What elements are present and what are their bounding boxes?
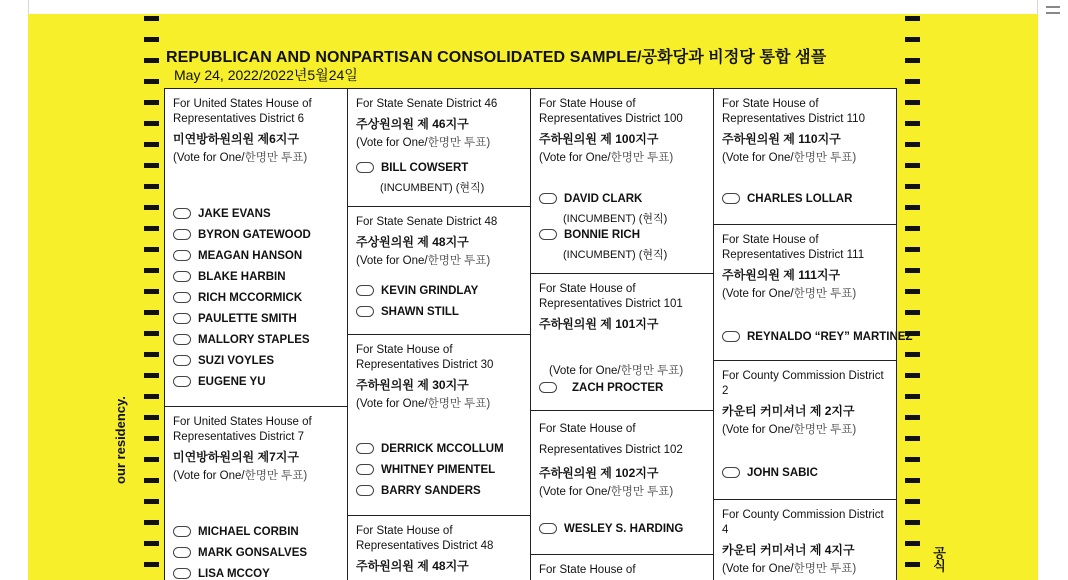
vote-oval[interactable] [173,292,191,303]
timing-mark [144,289,159,294]
vote-oval[interactable] [173,547,191,558]
vote-instruction: (Vote for One/한명만 투표) [722,563,857,575]
contest-header-korean: 주하원의원 제 102지구 [539,466,659,480]
timing-mark [905,205,920,210]
vote-oval[interactable] [356,443,374,454]
contest-header: For United States House of Representatives District 6 [173,98,312,125]
candidate-option[interactable]: ZACH PROCTER [539,382,663,394]
contest-county-commission-2 [714,360,896,499]
candidate-option[interactable]: EUGENE YU [173,376,266,388]
scroll-indicator[interactable] [1046,6,1060,8]
contest-state-house-110 [714,88,896,224]
vote-oval[interactable] [173,229,191,240]
candidate-option[interactable]: DERRICK MCCOLLUM [356,443,504,455]
candidate-option[interactable]: WHITNEY PIMENTEL [356,464,495,476]
contest-header-korean: 주하원의원 제 111지구 [722,268,841,282]
ballot-column-4 [713,88,913,580]
vote-instruction: (Vote for One/한명만 투표) [549,365,684,377]
contest-header: For State House of Representatives District 111 [722,234,865,261]
candidate-option[interactable]: MICHAEL CORBIN [173,526,299,538]
ballot-title: REPUBLICAN AND NONPARTISAN CONSOLIDATED SAMPLE/공화당과 비정당 통합 샘플 [166,49,827,66]
timing-mark [905,226,920,231]
timing-mark [905,457,920,462]
contest-header-korean: 주하원의원 제 48지구 [356,559,469,573]
timing-mark [905,142,920,147]
contest-header: For State House of [539,564,636,576]
timing-mark [144,310,159,315]
candidate-option[interactable]: JOHN SABIC [722,467,818,479]
candidate-option[interactable]: MALLORY STAPLES [173,334,310,346]
timing-mark [144,268,159,273]
ballot-column-1 [164,88,348,580]
candidate-option[interactable]: LISA MCCOY [173,568,270,580]
timing-mark [144,226,159,231]
incumbent-note: (INCUMBENT) (현직) [380,182,485,194]
timing-mark [144,436,159,441]
vote-instruction: (Vote for One/한명만 투표) [356,137,491,149]
timing-mark [144,184,159,189]
candidate-option[interactable]: WESLEY S. HARDING [539,523,683,535]
vote-instruction: (Vote for One/한명만 투표) [722,424,857,436]
contest-state-senate-46 [348,88,530,206]
timing-mark [144,58,159,63]
vote-oval[interactable] [173,334,191,345]
timing-mark [144,499,159,504]
candidate-option[interactable]: BLAKE HARBIN [173,271,286,283]
vote-oval[interactable] [539,193,557,204]
incumbent-note: (INCUMBENT) (현직) [563,213,668,225]
timing-mark [144,247,159,252]
vote-instruction: (Vote for One/한명만 투표) [356,255,491,267]
candidate-option[interactable]: SUZI VOYLES [173,355,274,367]
timing-mark [144,352,159,357]
vote-oval[interactable] [173,271,191,282]
vote-oval[interactable] [173,526,191,537]
timing-mark [144,562,159,567]
vote-oval[interactable] [356,306,374,317]
timing-mark [144,37,159,42]
ballot-column-3 [530,88,714,580]
contest-us-house-7 [165,406,347,580]
contest-state-house-111 [714,224,913,360]
timing-mark [905,394,920,399]
candidate-option[interactable]: CHARLES LOLLAR [722,193,852,205]
contest-header-korean: 주상원의원 제 46지구 [356,117,469,131]
candidate-option[interactable]: BYRON GATEWOOD [173,229,311,241]
contest-header-korean: 주하원의원 제 100지구 [539,132,659,146]
timing-mark [905,247,920,252]
vote-instruction: (Vote for One/한명만 투표) [722,288,857,300]
contest-header-korean: 미연방하원의원 제6지구 [173,132,299,146]
timing-mark [905,310,920,315]
side-official-text: 공식 [931,546,946,572]
vote-instruction: (Vote for One/한명만 투표) [173,470,308,482]
timing-mark [905,58,920,63]
timing-mark [905,373,920,378]
vote-oval[interactable] [173,208,191,219]
vote-oval[interactable] [539,382,557,393]
timing-mark [905,79,920,84]
vote-oval[interactable] [173,355,191,366]
timing-mark [144,205,159,210]
contest-state-house-next [531,554,713,580]
vote-oval[interactable] [722,193,740,204]
vote-oval[interactable] [356,162,374,173]
contest-state-house-102 [531,410,713,554]
timing-mark [905,562,920,567]
timing-mark [905,184,920,189]
contest-header-korean: 주하원의원 제 30지구 [356,378,469,392]
vote-instruction: (Vote for One/한명만 투표) [173,152,308,164]
incumbent-note: (INCUMBENT) (현직) [563,249,668,261]
timing-mark [144,163,159,168]
contest-header: For County Commission District 2 [722,370,884,397]
contest-state-house-100 [531,88,713,273]
vote-oval[interactable] [356,285,374,296]
vote-oval[interactable] [356,464,374,475]
contest-header-korean: 카운티 커미셔너 제 2지구 [722,404,855,418]
vote-oval[interactable] [173,313,191,324]
timing-mark [905,163,920,168]
contest-state-senate-48 [348,206,530,334]
contest-header-korean: 주상원의원 제 48지구 [356,235,469,249]
contest-header: For State House of Representatives District 102 [539,423,683,456]
vote-instruction: (Vote for One/한명만 투표) [539,152,674,164]
timing-mark [905,541,920,546]
vote-oval[interactable] [356,485,374,496]
contest-header: For State House of Representatives District 30 [356,344,494,371]
timing-mark [905,520,920,525]
timing-mark [144,121,159,126]
scroll-indicator-2[interactable] [1046,12,1060,14]
timing-mark [905,16,920,21]
viewer-left-margin [0,0,29,580]
vote-instruction: (Vote for One/한명만 투표) [722,152,857,164]
timing-mark [905,499,920,504]
timing-mark [144,415,159,420]
vote-instruction: (Vote for One/한명만 투표) [539,486,674,498]
vote-oval[interactable] [539,229,557,240]
timing-mark [905,121,920,126]
candidate-option[interactable]: KEVIN GRINDLAY [356,285,478,297]
contest-header: For State House of Representatives District 110 [722,98,865,125]
contest-header: For State House of Representatives District 48 [356,525,494,552]
contest-header: For State House of Representatives District 100 [539,98,683,125]
contest-header-korean: 미연방하원의원 제7지구 [173,450,299,464]
contest-us-house-6 [165,88,347,406]
candidate-option[interactable]: REYNALDO “REY” MARTINEZ [722,331,912,343]
ballot-date: May 24, 2022/2022년5월24일 [174,67,358,83]
contest-header-korean: 주하원의원 제 101지구 [539,317,659,331]
contest-state-house-101 [531,273,713,410]
timing-mark [905,436,920,441]
candidate-option[interactable]: MEAGAN HANSON [173,250,302,262]
contest-header-korean: 주하원의원 제 110지구 [722,132,841,146]
vote-oval[interactable] [173,250,191,261]
candidate-option[interactable]: DAVID CLARK [539,193,642,205]
viewer-right-margin [1037,0,1068,580]
timing-mark [144,520,159,525]
candidate-option[interactable]: RICH MCCORMICK [173,292,302,304]
vote-oval[interactable] [722,467,740,478]
timing-mark [144,331,159,336]
timing-mark [144,373,159,378]
timing-mark [144,478,159,483]
candidate-option[interactable]: MARK GONSALVES [173,547,307,559]
vote-oval[interactable] [173,568,191,579]
timing-mark [144,16,159,21]
timing-mark [144,541,159,546]
contest-header-korean: 카운티 커미셔너 제 4지구 [722,543,855,557]
timing-mark [905,268,920,273]
timing-mark [905,415,920,420]
contest-header: For State House of Representatives District 101 [539,283,683,310]
vote-oval[interactable] [539,523,557,534]
timing-mark [905,100,920,105]
contest-header: For United States House of Representatives District 7 [173,416,312,443]
candidate-option[interactable]: PAULETTE SMITH [173,313,297,325]
contest-county-commission-4 [714,499,896,580]
timing-mark [144,394,159,399]
vote-instruction: (Vote for One/한명만 투표) [356,398,491,410]
timing-mark [905,478,920,483]
vote-oval[interactable] [722,331,740,342]
contest-header: For County Commission District 4 [722,509,884,536]
candidate-option[interactable]: BILL COWSERT [356,162,468,174]
candidate-option[interactable]: SHAWN STILL [356,306,459,318]
contest-state-house-30 [348,334,530,515]
contest-header: For State Senate District 48 [356,216,498,228]
ballot-page [28,14,1038,580]
contest-state-house-48 [348,515,530,580]
timing-mark [144,142,159,147]
candidate-option[interactable]: BONNIE RICH [539,229,640,241]
vote-oval[interactable] [173,376,191,387]
timing-mark [905,352,920,357]
timing-mark [905,289,920,294]
timing-mark [144,457,159,462]
candidate-option[interactable]: JAKE EVANS [173,208,271,220]
ballot-column-2 [347,88,531,580]
contest-header: For State Senate District 46 [356,98,498,110]
side-instruction-text: our residency. [113,396,128,484]
candidate-option[interactable]: BARRY SANDERS [356,485,481,497]
timing-mark [144,100,159,105]
timing-mark [144,79,159,84]
timing-mark [905,37,920,42]
